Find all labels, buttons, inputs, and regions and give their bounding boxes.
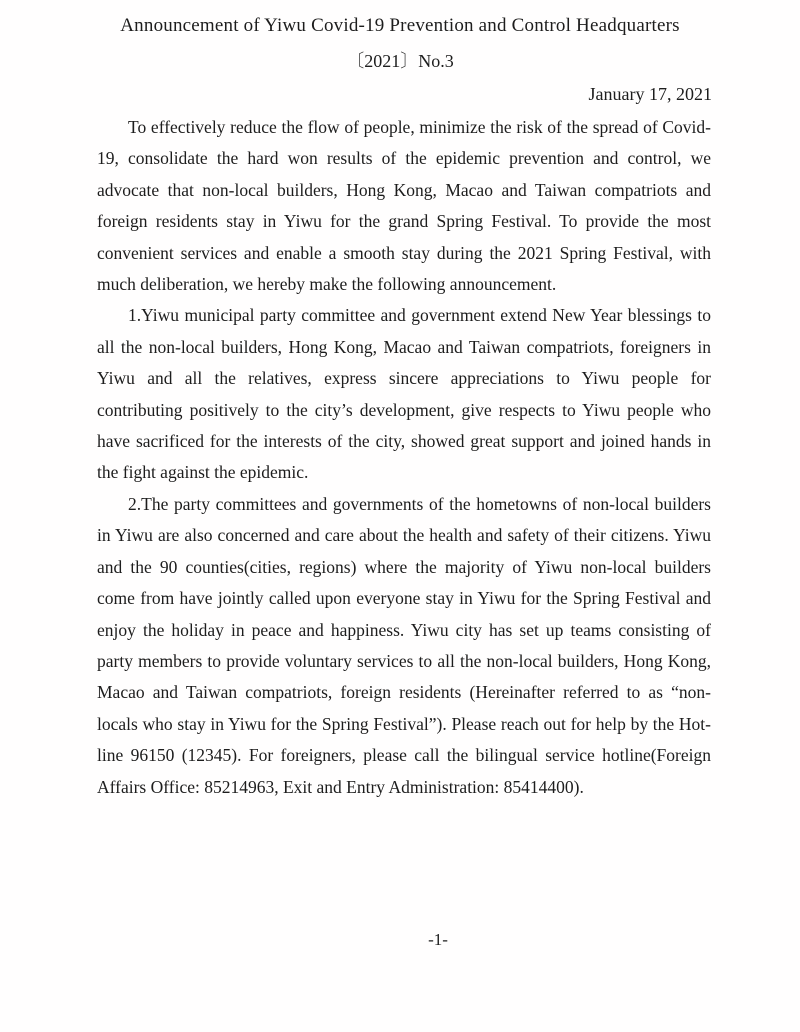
document-date: January 17, 2021	[588, 84, 712, 104]
document-number: 〔2021〕No.3	[346, 51, 454, 71]
document-title: Announcement of Yiwu Covid-19 Prevention and Control Headquarters	[120, 15, 680, 36]
paragraph-intro: To effectively reduce the flow of people, minimize the risk of the spread of Covid-19, consolidate the hard won results of the epidemic prevention and control, we advocate that non-local builders, Hong Kong, Macao and Taiwan compatriots and foreign residents stay in Yiwu for the grand Spring Festival. To provide the most convenient services and enable a smooth stay during the 2021 Spring Festival, with much deliberation, we hereby make the following announcement.	[97, 117, 711, 295]
paragraph-item-2: 2.The party committees and governments of the hometowns of non-local builders in Yiwu are also concerned and care about the health and safety of their citizens. Yiwu and the 90 counties(cities, regions) where the majority of Yiwu non-local builders come from have jointly called upon everyone stay in Yiwu for the Spring Festival and enjoy the holiday in peace and happiness. Yiwu city has set up teams consisting of party members to provide voluntary services to all the non-local builders, Hong Kong, Macao and Taiwan compatriots, foreign residents (Hereinafter referred to as “non-locals who stay in Yiwu for the Spring Festival”). Please reach out for help by the Hot-line 96150 (12345). For foreigners, please call the bilingual service hotline(Foreign Affairs Office: 85214963, Exit and Entry Administration: 85414400).	[97, 493, 711, 797]
page-number: -1-	[428, 930, 448, 949]
document-body	[97, 112, 711, 803]
paragraph-item-1: 1.Yiwu municipal party committee and government extend New Year blessings to all the non-local builders, Hong Kong, Macao and Taiwan compatriots, foreigners in Yiwu and all the relatives, express sincere appreciations to Yiwu people for contributing positively to the city’s development, give respects to Yiwu people who have sacrificed for the interests of the city, showed great support and joined hands in the fight against the epidemic.	[97, 305, 711, 483]
